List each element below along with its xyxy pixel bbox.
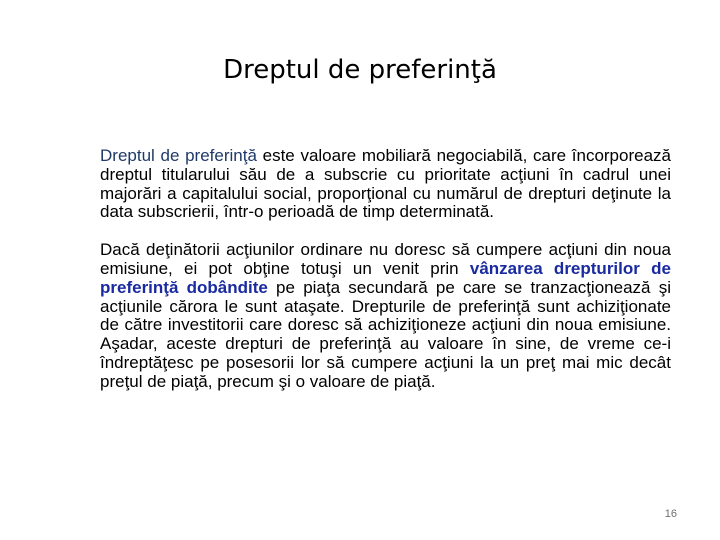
- explanation-paragraph: [100, 241, 671, 391]
- highlighted-phrase: vânzarea drepturilor de preferinţă dobândite: [100, 258, 671, 297]
- definition-text: este valoare mobiliară negociabilă, care încorporează dreptul titularului său de a subscrie cu prioritate acţiuni în cadrul unei majorări a capitalului social, proporţional cu numărul de drepturi deţinute la data subscrierii, într-o perioadă de timp determinată.: [100, 146, 671, 222]
- explanation-text-end: pe piaţa secundară pe care se tranzacţionează şi acţiunile cărora le sunt ataşate. Drepturile de preferinţă sunt achiziţionate de către investitorii care doresc să achiziţioneze acţiuni din noua emisiune. Aşadar, aceste drepturi de preferinţă au valoare în sine, de vreme ce-i îndreptăţesc pe posesorii lor să cumpere acţiuni la un preţ mai mic decât preţul de piaţă, precum şi o valoare de piaţă.: [100, 277, 671, 391]
- slide-title: Dreptul de preferinţă: [223, 55, 497, 85]
- explanation-text-start: Dacă deţinătorii acţiunilor ordinare nu doresc să cumpere acţiuni din noua emisiune, ei pot obţine totuşi un venit prin: [100, 240, 671, 278]
- page-number: 16: [664, 508, 677, 520]
- definition-paragraph: [100, 147, 671, 222]
- slide-body: [100, 147, 671, 392]
- defined-term: Dreptul de preferinţă: [100, 146, 257, 165]
